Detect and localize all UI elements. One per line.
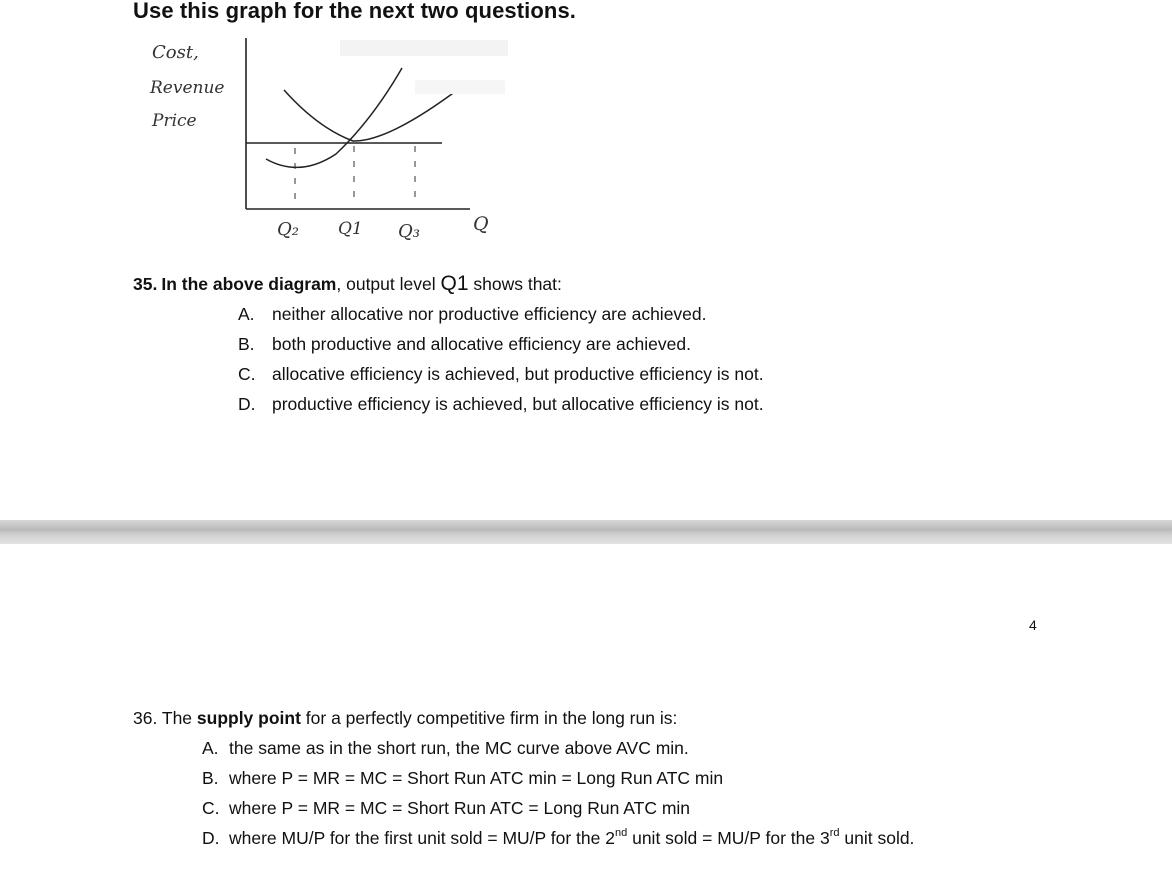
superscript-nd: nd <box>614 827 628 839</box>
y-axis-label-revenue: Revenue <box>150 78 225 98</box>
marginal-cost-curve <box>266 68 402 167</box>
q35-option-b <box>238 334 691 355</box>
question-text: 36. The <box>133 708 197 728</box>
option-letter: A. <box>238 304 255 324</box>
x-tick-label-q1: Q1 <box>338 219 363 239</box>
option-letter: B. <box>202 768 219 788</box>
option-text: where P = MR = MC = Short Run ATC = Long Run ATC min <box>229 798 691 818</box>
q35-option-c <box>238 364 764 385</box>
x-axis-label: Q <box>473 213 489 235</box>
q36-option-a <box>202 738 689 759</box>
q36-option-b <box>202 768 723 789</box>
x-tick-label-q3: Q₃ <box>398 221 420 242</box>
faint-scan-mark <box>415 80 505 94</box>
question-emphasis: supply point <box>196 708 301 728</box>
option-letter: D. <box>202 828 220 848</box>
q35-option-d <box>238 394 764 415</box>
question-text-end: shows that: <box>468 274 562 294</box>
cost-revenue-graph <box>140 30 520 260</box>
question-text-end: for a perfectly competitive firm in the long run is: <box>300 708 678 728</box>
instruction-heading: Use this graph for the next two questions. <box>133 0 577 23</box>
question-36 <box>133 708 677 729</box>
option-letter: C. <box>202 798 220 818</box>
y-axis-label-price: Price <box>152 111 197 131</box>
option-text: both productive and allocative efficiency are achieved. <box>272 334 691 354</box>
option-text: unit sold. <box>839 828 915 848</box>
superscript-rd: rd <box>829 827 840 839</box>
option-letter: D. <box>238 394 256 414</box>
option-text: where P = MR = MC = Short Run ATC min = Long Run ATC min <box>229 768 724 788</box>
q35-option-a <box>238 304 707 325</box>
option-text: unit sold = MU/P for the 3 <box>627 828 830 848</box>
page-number: 4 <box>1029 617 1037 633</box>
option-text: productive efficiency is achieved, but allocative efficiency is not. <box>272 394 764 414</box>
faint-scan-mark <box>340 40 508 56</box>
option-letter: C. <box>238 364 256 384</box>
option-text: neither allocative nor productive efficiency are achieved. <box>272 304 707 324</box>
output-level-label: Q1 <box>440 272 469 295</box>
question-text: , output level <box>336 274 441 294</box>
y-axis-label-cost: Cost, <box>152 42 199 63</box>
option-text: allocative efficiency is achieved, but productive efficiency is not. <box>272 364 764 384</box>
option-text: where MU/P for the first unit sold = MU/P for the 2 <box>229 828 615 848</box>
option-letter: A. <box>202 738 219 758</box>
option-letter: B. <box>238 334 255 354</box>
question-emphasis: In the above diagram <box>161 274 337 294</box>
q36-option-c <box>202 798 690 819</box>
x-tick-label-q2: Q₂ <box>277 219 299 240</box>
page-break-divider <box>0 520 1172 544</box>
option-text: the same as in the short run, the MC curve above AVC min. <box>229 738 689 758</box>
q36-option-d <box>202 828 914 849</box>
question-number: 35. <box>133 274 158 294</box>
question-35 <box>133 272 562 296</box>
